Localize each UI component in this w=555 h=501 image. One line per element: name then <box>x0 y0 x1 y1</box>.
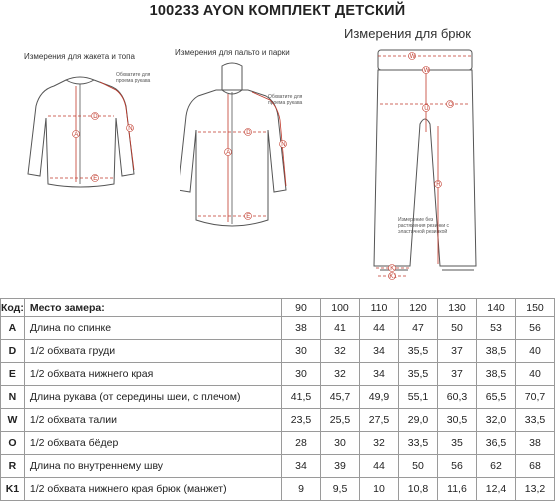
row-value: 50 <box>399 455 438 478</box>
row-value: 35,5 <box>399 363 438 386</box>
row-value: 11,6 <box>438 478 477 501</box>
svg-text:D: D <box>93 114 98 120</box>
table-row <box>1 432 555 455</box>
row-value: 70,7 <box>516 386 555 409</box>
row-value: 56 <box>438 455 477 478</box>
svg-text:K1: K1 <box>389 274 397 280</box>
row-value: 9 <box>282 478 321 501</box>
row-value: 10 <box>360 478 399 501</box>
row-name: 1/2 обхвата груди <box>24 340 281 363</box>
row-value: 39 <box>321 455 360 478</box>
row-value: 47 <box>399 317 438 340</box>
row-value: 32 <box>321 340 360 363</box>
row-name: Длина по спинке <box>24 317 281 340</box>
row-value: 53 <box>477 317 516 340</box>
svg-text:E: E <box>246 214 251 220</box>
row-value: 38 <box>282 317 321 340</box>
row-value: 36,5 <box>477 432 516 455</box>
table-header-row <box>1 299 555 317</box>
pants-caption: Измерения для брюк <box>344 26 471 41</box>
jacket-caption: Измерения для жакета и топа <box>24 52 135 61</box>
row-value: 41,5 <box>282 386 321 409</box>
row-value: 12,4 <box>477 478 516 501</box>
svg-text:R: R <box>436 182 441 188</box>
svg-text:E: E <box>93 176 98 182</box>
table-row <box>1 455 555 478</box>
coat-side-note: Обхватите для проема рукава <box>268 94 303 106</box>
svg-text:O: O <box>448 102 453 108</box>
row-value: 65,5 <box>477 386 516 409</box>
row-value: 32 <box>360 432 399 455</box>
row-value: 25,5 <box>321 409 360 432</box>
svg-text:A: A <box>74 132 79 138</box>
row-name: Длина по внутреннему шву <box>24 455 281 478</box>
row-value: 60,3 <box>438 386 477 409</box>
row-value: 40 <box>516 363 555 386</box>
svg-text:N: N <box>128 126 133 132</box>
row-value: 37 <box>438 363 477 386</box>
coat-diagram <box>180 60 310 235</box>
size-header: 150 <box>516 299 555 317</box>
page-title: 100233 AYON КОМПЛЕКТ ДЕТСКИЙ <box>149 3 406 19</box>
row-value: 13,2 <box>516 478 555 501</box>
row-name: Длина рукава (от середины шеи, с плечом) <box>24 386 281 409</box>
row-value: 50 <box>438 317 477 340</box>
row-value: 32 <box>321 363 360 386</box>
table-row <box>1 386 555 409</box>
pants-side-note: Измерение без растяжения резинки с эластичной резинкой <box>398 217 450 235</box>
row-value: 29,0 <box>399 409 438 432</box>
svg-text:U: U <box>424 106 429 112</box>
size-header: 100 <box>321 299 360 317</box>
row-code: K1 <box>1 478 25 501</box>
row-value: 28 <box>282 432 321 455</box>
size-header: 120 <box>399 299 438 317</box>
table-row <box>1 340 555 363</box>
table-row <box>1 409 555 432</box>
row-value: 35,5 <box>399 340 438 363</box>
row-value: 34 <box>360 340 399 363</box>
row-value: 30,5 <box>438 409 477 432</box>
row-value: 37 <box>438 340 477 363</box>
row-value: 49,9 <box>360 386 399 409</box>
row-code: D <box>1 340 25 363</box>
row-value: 10,8 <box>399 478 438 501</box>
row-code: R <box>1 455 25 478</box>
row-value: 38,5 <box>477 363 516 386</box>
row-value: 41 <box>321 317 360 340</box>
row-value: 55,1 <box>399 386 438 409</box>
row-value: 34 <box>360 363 399 386</box>
size-header: 90 <box>282 299 321 317</box>
coat-caption: Измерения для пальто и парки <box>175 48 290 57</box>
row-value: 38,5 <box>477 340 516 363</box>
size-header: 140 <box>477 299 516 317</box>
row-code: O <box>1 432 25 455</box>
table-row <box>1 363 555 386</box>
row-value: 30 <box>282 363 321 386</box>
row-value: 34 <box>282 455 321 478</box>
svg-text:W: W <box>423 68 430 74</box>
row-value: 35 <box>438 432 477 455</box>
row-code: W <box>1 409 25 432</box>
table-row <box>1 478 555 501</box>
pants-diagram <box>370 44 480 284</box>
size-header: 110 <box>360 299 399 317</box>
row-code: A <box>1 317 25 340</box>
row-value: 23,5 <box>282 409 321 432</box>
row-value: 27,5 <box>360 409 399 432</box>
row-name: 1/2 обхвата талии <box>24 409 281 432</box>
header-name: Место замера: <box>24 299 281 317</box>
row-value: 56 <box>516 317 555 340</box>
table-row <box>1 317 555 340</box>
svg-text:K: K <box>390 266 395 272</box>
header-code: Код: <box>1 299 25 317</box>
row-value: 9,5 <box>321 478 360 501</box>
row-name: 1/2 обхвата нижнего края <box>24 363 281 386</box>
row-name: 1/2 обхвата нижнего края брюк (манжет) <box>24 478 281 501</box>
row-code: N <box>1 386 25 409</box>
jacket-side-note: Обхватите для проема рукава <box>116 72 151 84</box>
svg-text:W: W <box>409 54 416 60</box>
row-value: 38 <box>516 432 555 455</box>
svg-text:A: A <box>226 150 231 156</box>
row-value: 44 <box>360 317 399 340</box>
row-value: 30 <box>321 432 360 455</box>
svg-text:D: D <box>246 130 251 136</box>
row-value: 44 <box>360 455 399 478</box>
row-code: E <box>1 363 25 386</box>
row-value: 32,0 <box>477 409 516 432</box>
row-value: 45,7 <box>321 386 360 409</box>
row-value: 68 <box>516 455 555 478</box>
row-value: 30 <box>282 340 321 363</box>
row-value: 62 <box>477 455 516 478</box>
size-table <box>0 298 555 501</box>
row-value: 33,5 <box>516 409 555 432</box>
svg-text:N: N <box>281 142 286 148</box>
row-value: 33,5 <box>399 432 438 455</box>
jacket-diagram <box>18 66 153 196</box>
row-name: 1/2 обхвата бёдер <box>24 432 281 455</box>
row-value: 40 <box>516 340 555 363</box>
size-header: 130 <box>438 299 477 317</box>
